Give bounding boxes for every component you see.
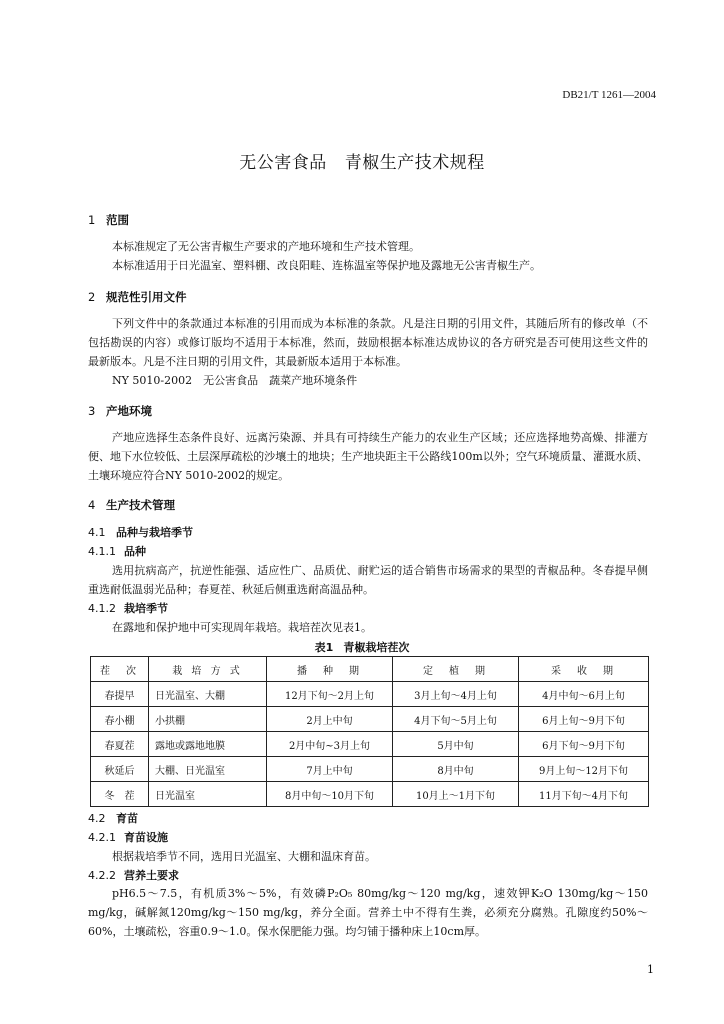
title-part-2: 青椒生产技术规程: [344, 153, 485, 173]
table-row: [91, 782, 649, 807]
section-title: 产地环境: [106, 404, 152, 418]
cell-crop-season: 春夏茬: [91, 732, 149, 757]
section-number: 4.2.1: [88, 831, 116, 844]
cell-method: 日光温室、大棚: [149, 682, 267, 707]
section-title: 育苗设施: [124, 831, 168, 844]
table-row: [91, 682, 649, 707]
section-title: 规范性引用文件: [106, 290, 187, 304]
section-title: 品种: [124, 545, 146, 558]
section-2-paragraph-1: 下列文件中的条款通过本标准的引用而成为本标准的条款。凡是注日期的引用文件，其随后所有的修改单（不包括勘误的内容）或修订版均不适用于本标准，然而，鼓励根据本标准达成协议的各方研究是否可使用这些文件的最新版本。凡是不注日期的引用文件，其最新版本适用于本标准。: [88, 317, 648, 368]
table-header-row: [91, 657, 649, 682]
section-title: 栽培季节: [124, 602, 168, 615]
section-3-paragraph-1: 产地应选择生态条件良好、远离污染源、并具有可持续生产能力的农业生产区域；还应选择地势高燥、排灌方便、地下水位较低、土层深厚疏松的沙壤土的地块；生产地块距主干公路线100m以外；空气环境质量、灌溉水质、土壤环境应符合NY 5010-2002的规定。: [88, 431, 648, 482]
cell-crop-season: 春提早: [91, 682, 149, 707]
section-4-2-heading: [88, 810, 138, 826]
section-4-2-1-paragraph: 根据栽培季节不同，选用日光温室、大棚和温床育苗。: [112, 850, 376, 863]
cell-harvest: 9月上旬～12月下旬: [519, 757, 649, 782]
section-4-1-1-paragraph: 选用抗病高产，抗逆性能强、适应性广、品质优、耐贮运的适合销售市场需求的果型的青椒品种。冬春提早侧重选耐低温弱光品种；春夏茬、秋延后侧重选耐高温品种。: [88, 564, 648, 596]
section-title: 范围: [106, 213, 129, 227]
page-number: 1: [647, 963, 654, 976]
section-number: 4.1: [88, 526, 106, 539]
cell-method: 大棚、日光温室: [149, 757, 267, 782]
section-4-1-heading: [88, 524, 193, 540]
cell-harvest: 11月下旬～4月下旬: [519, 782, 649, 807]
cell-harvest: 4月中旬～6月上旬: [519, 682, 649, 707]
cell-harvest: 6月下旬～9月下旬: [519, 732, 649, 757]
header-crop-season: 茬 次: [91, 657, 149, 682]
section-title: 生产技术管理: [106, 498, 175, 512]
cell-sowing: 8月中旬～10月下旬: [267, 782, 393, 807]
section-2-heading: [88, 289, 187, 305]
table-row: [91, 707, 649, 732]
section-number: 2: [88, 290, 96, 304]
cell-crop-season: 秋延后: [91, 757, 149, 782]
section-number: 4.2.2: [88, 869, 116, 882]
section-title: 营养土要求: [124, 869, 179, 882]
cell-planting: 5月中旬: [393, 732, 519, 757]
cell-planting: 8月中旬: [393, 757, 519, 782]
cell-crop-season: 冬 茬: [91, 782, 149, 807]
section-number: 4: [88, 498, 96, 512]
section-4-2-2-heading: [88, 867, 179, 883]
cell-method: 小拱棚: [149, 707, 267, 732]
section-1-heading: [88, 212, 129, 228]
cell-planting: 4月下旬～5月上旬: [393, 707, 519, 732]
cell-sowing: 12月下旬～2月上旬: [267, 682, 393, 707]
section-4-2-1-heading: [88, 829, 168, 845]
table-row: [91, 757, 649, 782]
section-4-1-2-heading: [88, 600, 168, 616]
title-part-1: 无公害食品: [239, 153, 327, 173]
cell-method: 日光温室: [149, 782, 267, 807]
cell-method: 露地或露地地膜: [149, 732, 267, 757]
section-number: 4.1.2: [88, 602, 116, 615]
section-title: 品种与栽培季节: [116, 526, 193, 539]
table-title: 青椒栽培茬次: [343, 641, 410, 654]
cell-harvest: 6月上旬～9月下旬: [519, 707, 649, 732]
header-harvest: 采 收 期: [519, 657, 649, 682]
standard-number: DB21/T 1261—2004: [562, 89, 656, 101]
section-1-paragraph-1: 本标准规定了无公害青椒生产要求的产地环境和生产技术管理。: [112, 240, 420, 253]
section-number: 3: [88, 404, 96, 418]
section-4-heading: [88, 497, 175, 513]
header-planting: 定 植 期: [393, 657, 519, 682]
header-method: 栽 培 方 式: [149, 657, 267, 682]
cell-sowing: 2月上中旬: [267, 707, 393, 732]
header-sowing: 播 种 期: [267, 657, 393, 682]
section-4-1-1-heading: [88, 543, 146, 559]
cell-planting: 10月上～1月下旬: [393, 782, 519, 807]
cell-sowing: 2月中旬~3月上旬: [267, 732, 393, 757]
section-number: 4.1.1: [88, 545, 116, 558]
section-title: 育苗: [116, 812, 138, 825]
section-3-heading: [88, 403, 152, 419]
table-label: 表1: [314, 641, 334, 654]
cell-planting: 3月上旬～4月上旬: [393, 682, 519, 707]
section-number: 4.2: [88, 812, 106, 825]
section-4-2-2-paragraph: pH6.5～7.5，有机质3%～5%，有效磷P₂O₅ 80mg/kg～120 mg/kg，速效钾K₂O 130mg/kg～150 mg/kg，碱解氮120mg/kg～150 mg/kg，养分全面。营养土中不得有生粪，必须充分腐熟。孔隙度约50%～60%，土壤疏松，容重0.9～1.0。保水保肥能力强。均匀铺于播种床上10cm厚。: [88, 887, 648, 938]
section-4-1-2-paragraph: 在露地和保护地中可实现周年栽培。栽培茬次见表1。: [112, 621, 372, 634]
cell-sowing: 7月上中旬: [267, 757, 393, 782]
section-1-paragraph-2: 本标准适用于日光温室、塑料棚、改良阳畦、连栋温室等保护地及露地无公害青椒生产。: [112, 259, 541, 272]
section-number: 1: [88, 213, 96, 227]
table-1-caption: [0, 639, 724, 655]
section-2-reference: NY 5010-2002 无公害食品 蔬菜产地环境条件: [112, 374, 358, 387]
table-row: [91, 732, 649, 757]
document-title: [0, 148, 724, 173]
cultivation-table: [90, 656, 649, 807]
cell-crop-season: 春小棚: [91, 707, 149, 732]
